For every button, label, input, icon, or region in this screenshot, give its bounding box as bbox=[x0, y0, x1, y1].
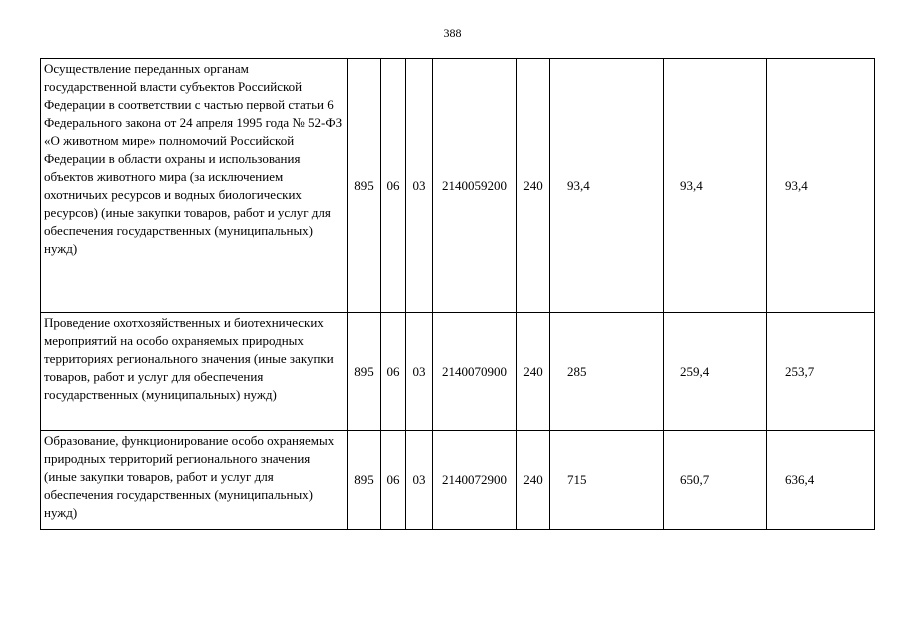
expense-type-code: 240 bbox=[517, 313, 550, 431]
target-article-code: 2140072900 bbox=[433, 431, 517, 530]
amount-year-3: 253,7 bbox=[767, 313, 875, 431]
subsection-code: 03 bbox=[406, 59, 433, 313]
table-row bbox=[41, 431, 875, 530]
subsection-code: 03 bbox=[406, 313, 433, 431]
ministry-code: 895 bbox=[348, 59, 381, 313]
amount-year-3: 636,4 bbox=[767, 431, 875, 530]
budget-table bbox=[40, 58, 875, 530]
target-article-code: 2140059200 bbox=[433, 59, 517, 313]
section-code: 06 bbox=[381, 59, 406, 313]
expense-name: Проведение охотхозяйственных и биотехнических мероприятий на особо охраняемых природных территориях регионального значения (иные закупки товаров, работ и услуг для обеспечения государственных (муниципальных) нужд) bbox=[41, 313, 348, 431]
expense-name: Образование, функционирование особо охраняемых природных территорий регионального значения (иные закупки товаров, работ и услуг для обеспечения государственных (муниципальных) нужд) bbox=[41, 431, 348, 530]
expense-type-code: 240 bbox=[517, 431, 550, 530]
ministry-code: 895 bbox=[348, 313, 381, 431]
amount-year-3: 93,4 bbox=[767, 59, 875, 313]
amount-year-2: 259,4 bbox=[664, 313, 767, 431]
table-row bbox=[41, 313, 875, 431]
section-code: 06 bbox=[381, 313, 406, 431]
expense-type-code: 240 bbox=[517, 59, 550, 313]
ministry-code: 895 bbox=[348, 431, 381, 530]
amount-year-2: 93,4 bbox=[664, 59, 767, 313]
amount-year-1: 715 bbox=[550, 431, 664, 530]
expense-name: Осуществление переданных органам государственной власти субъектов Российской Федерации в соответствии с частью первой статьи 6 Федерального закона от 24 апреля 1995 года № 52-ФЗ «О животном мире» полномочий Российской Федерации в области охраны и использования объектов животного мира (за исключением охотничьих ресурсов и водных биологических ресурсов) (иные закупки товаров, работ и услуг для обеспечения государственных (муниципальных) нужд) bbox=[41, 59, 348, 313]
page-number: 388 bbox=[443, 26, 462, 40]
amount-year-2: 650,7 bbox=[664, 431, 767, 530]
amount-year-1: 93,4 bbox=[550, 59, 664, 313]
subsection-code: 03 bbox=[406, 431, 433, 530]
target-article-code: 2140070900 bbox=[433, 313, 517, 431]
amount-year-1: 285 bbox=[550, 313, 664, 431]
table-row bbox=[41, 59, 875, 313]
section-code: 06 bbox=[381, 431, 406, 530]
